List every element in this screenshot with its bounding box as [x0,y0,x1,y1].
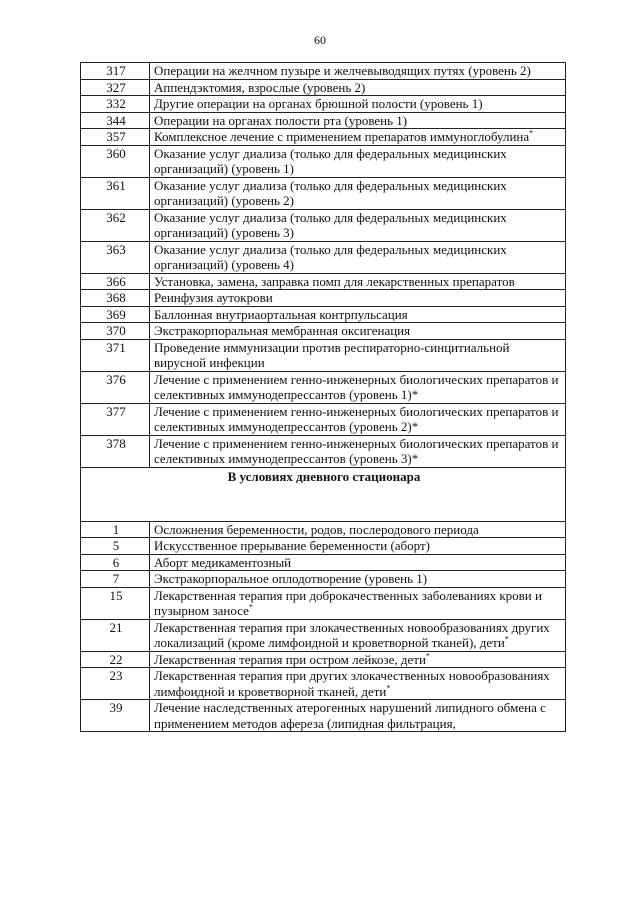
row-name-cell [150,112,566,129]
footnote-mark: * [425,651,430,661]
row-name: Оказание услуг диализа (только для федеральных медицинских организаций) (уровень 3) [154,209,507,240]
row-code: 6 [81,554,150,571]
row-code: 369 [81,306,150,323]
row-name: Лечение наследственных атерогенных нарушений липидного обмена с применением методов афереза (липидная фильтрация, [154,700,546,731]
row-code: 21 [81,619,150,651]
footnote-mark: * [248,602,253,612]
table-row [81,587,566,619]
row-name: Аппендэктомия, взрослые (уровень 2) [154,79,366,95]
row-name-cell [150,619,566,651]
row-code: 7 [81,571,150,588]
row-code: 363 [81,241,150,273]
row-code: 317 [81,63,150,80]
table-row [81,63,566,80]
row-name-cell [150,273,566,290]
row-name-cell [150,521,566,538]
table-row [81,177,566,209]
row-name-cell [150,403,566,435]
table-row [81,700,566,732]
row-code: 361 [81,177,150,209]
row-name-cell [150,96,566,113]
table-row [81,403,566,435]
row-name-cell [150,554,566,571]
row-name-cell [150,290,566,307]
row-name-cell [150,209,566,241]
footnote-mark: * [386,683,391,693]
row-name: Реинфузия аутокрови [154,290,273,305]
row-name-cell [150,129,566,146]
row-code: 39 [81,700,150,732]
row-name: Установка, замена, заправка помп для лекарственных препаратов [154,273,515,289]
row-code: 371 [81,339,150,371]
row-code: 5 [81,538,150,555]
row-name: Баллонная внутриаортальная контрпульсация [154,306,408,322]
row-code: 22 [81,651,150,668]
table-row [81,145,566,177]
footnote-mark: * [529,128,534,138]
row-name: Другие операции на органах брюшной полости (уровень 1) [154,96,483,111]
footnote-mark: * [504,634,509,644]
row-name-cell [150,587,566,619]
table-row [81,571,566,588]
row-code: 357 [81,129,150,146]
row-code: 376 [81,371,150,403]
procedure-table [80,62,566,732]
table-row [81,290,566,307]
row-code: 370 [81,323,150,340]
row-name: Экстракорпоральное оплодотворение (уровень 1) [154,571,428,586]
row-name-cell [150,323,566,340]
row-name: Лечение с применением генно-инженерных биологических препаратов и селективных иммунодепрессантов (уровень 1)* [154,371,559,402]
row-name-cell [150,571,566,588]
row-name-cell [150,700,566,732]
row-name-cell [150,651,566,668]
row-name: Лечение с применением генно-инженерных биологических препаратов и селективных иммунодепрессантов (уровень 3)* [154,435,559,466]
table-row [81,79,566,96]
page-number: 60 [314,33,326,47]
row-name: Комплексное лечение с применением препаратов иммуноглобулина [154,129,530,144]
row-code: 15 [81,587,150,619]
row-code: 23 [81,668,150,700]
row-name-cell [150,435,566,467]
row-name: Лекарственная терапия при других злокачественных новообразованиях лимфоидной и кроветворной тканей, дети [154,668,550,699]
row-name: Оказание услуг диализа (только для федеральных медицинских организаций) (уровень 2) [154,177,507,208]
table-row [81,209,566,241]
row-name-cell [150,306,566,323]
row-name: Экстракорпоральная мембранная оксигенация [154,323,411,338]
table-row [81,435,566,467]
table-row [81,668,566,700]
row-name: Операции на желчном пузыре и желчевыводящих путях (уровень 2) [154,63,531,78]
row-code: 344 [81,112,150,129]
section-title: В условиях дневного стационара [81,467,566,521]
table-row [81,339,566,371]
row-name: Операции на органах полости рта (уровень 1) [154,112,408,128]
table-row [81,554,566,571]
table-row [81,651,566,668]
table-row [81,241,566,273]
row-code: 327 [81,79,150,96]
row-code: 378 [81,435,150,467]
table-row [81,619,566,651]
row-name: Осложнения беременности, родов, послеродового периода [154,521,479,537]
row-name: Оказание услуг диализа (только для федеральных медицинских организаций) (уровень 1) [154,145,507,176]
row-name: Аборт медикаментозный [154,554,292,570]
row-name-cell [150,371,566,403]
row-name-cell [150,668,566,700]
table-row [81,273,566,290]
table-row [81,323,566,340]
table-row [81,129,566,146]
table-row [81,306,566,323]
table-row [81,96,566,113]
row-code: 360 [81,145,150,177]
table-row [81,538,566,555]
row-code: 332 [81,96,150,113]
row-name-cell [150,145,566,177]
row-code: 362 [81,209,150,241]
row-name-cell [150,241,566,273]
row-name-cell [150,79,566,96]
row-code: 366 [81,273,150,290]
row-code: 368 [81,290,150,307]
row-name: Лекарственная терапия при злокачественных новообразованиях других локализаций (кроме лимфоидной и кроветворной тканей), дети [154,619,550,650]
row-name-cell [150,538,566,555]
procedure-table-body [81,63,566,732]
row-code: 1 [81,521,150,538]
table-row [81,112,566,129]
row-name: Оказание услуг диализа (только для федеральных медицинских организаций) (уровень 4) [154,241,507,272]
row-name: Проведение иммунизации против респираторно-синцитиальной вирусной инфекции [154,339,510,370]
row-name: Лекарственная терапия при доброкачественных заболеваниях крови и пузырном заносе [154,587,542,618]
section-header-row [81,467,566,521]
table-row [81,521,566,538]
row-code: 377 [81,403,150,435]
row-name: Лекарственная терапия при остром лейкозе, дети [154,651,426,667]
row-name-cell [150,63,566,80]
row-name: Лечение с применением генно-инженерных биологических препаратов и селективных иммунодепрессантов (уровень 2)* [154,403,559,434]
row-name: Искусственное прерывание беременности (аборт) [154,538,430,553]
table-row [81,371,566,403]
row-name-cell [150,177,566,209]
row-name-cell [150,339,566,371]
